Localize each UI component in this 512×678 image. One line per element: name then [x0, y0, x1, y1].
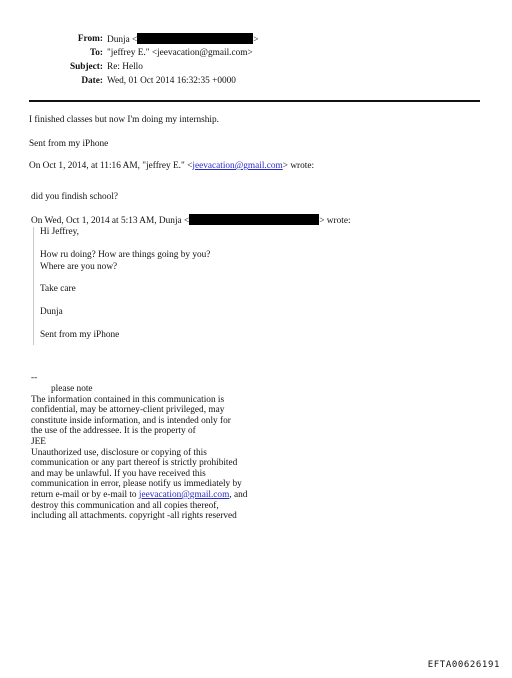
- email-line-suffix: , and: [229, 489, 248, 500]
- please-note: please note: [51, 384, 93, 394]
- reply1-text: did you findish school?: [31, 192, 119, 202]
- redaction-bar: [137, 33, 253, 44]
- from-name: Dunja <: [107, 35, 138, 45]
- disclaimer-line: JEE: [31, 436, 46, 447]
- subject-value: Re: Hello: [107, 62, 143, 72]
- reply1-email-link[interactable]: jeevacation@gmail.com: [192, 161, 283, 171]
- disclaimer-line: communication or any part thereof is strictly prohibited: [31, 458, 238, 469]
- disclaimer-line: including all attachments. copyright -all rights reserved: [31, 511, 237, 522]
- footer-email-link[interactable]: jeevacation@gmail.com: [138, 489, 230, 500]
- disclaimer-line: confidential, may be attorney-client privileged, may: [31, 405, 225, 416]
- header-to-row: [0, 47, 480, 59]
- reply2-suffix: > wrote:: [319, 216, 351, 226]
- disclaimer-line: constitute inside information, and is intended only for: [31, 415, 231, 426]
- disclaimer-line: the use of the addressee. It is the property of: [31, 426, 196, 437]
- reply-header-1: [29, 160, 314, 172]
- disclaimer-line: destroy this communication and all copies thereof,: [31, 500, 219, 511]
- disclaimer-line: Unauthorized use, disclosure or copying of this: [31, 447, 207, 458]
- quoted-closing: Take care: [40, 284, 76, 294]
- header-divider: [29, 100, 480, 102]
- reply1-prefix: On Oct 1, 2014, at 11:16 AM, "jeffrey E." <: [29, 161, 193, 171]
- from-tail: >: [253, 35, 259, 45]
- disclaimer-line: The information contained in this communication is: [31, 394, 225, 405]
- legal-disclaimer: [31, 384, 247, 522]
- quoted-greeting: Hi Jeffrey,: [40, 227, 79, 237]
- quoted-name: Dunja: [40, 307, 63, 317]
- quote-bar: [33, 227, 34, 345]
- quoted-question-2: Where are you now?: [40, 262, 118, 272]
- reply2-prefix: On Wed, Oct 1, 2014 at 5:13 AM, Dunja <: [31, 216, 190, 226]
- disclaimer-line: communication in error, please notify us immediately by: [31, 479, 242, 490]
- subject-label: Subject:: [69, 62, 103, 72]
- disclaimer-email-line: [31, 490, 247, 501]
- from-label: From:: [77, 34, 103, 44]
- reply1-suffix: > wrote:: [282, 161, 315, 171]
- redaction-bar-2: [189, 214, 319, 225]
- to-value: "jeffrey E." <jeevacation@gmail.com>: [107, 48, 253, 58]
- email-line-prefix: return e-mail or by e-mail to: [31, 489, 139, 500]
- body-sent-from: Sent from my iPhone: [29, 139, 109, 149]
- footer-dashes: --: [31, 373, 38, 383]
- date-value: Wed, 01 Oct 2014 16:32:35 +0000: [107, 76, 236, 86]
- from-value: [107, 33, 259, 46]
- body-line-1: I finished classes but now I'm doing my internship.: [29, 115, 219, 125]
- date-label: Date:: [81, 76, 103, 86]
- disclaimer-line: and may be unlawful. If you have received this: [31, 468, 206, 479]
- header-date-row: [0, 75, 480, 87]
- quoted-sent-from: Sent from my iPhone: [40, 330, 120, 340]
- header-subject-row: [0, 61, 480, 73]
- header-from-row: [0, 33, 480, 45]
- quoted-question-1: How ru doing? How are things going by you?: [40, 250, 211, 260]
- document-id-stamp: EFTA00626191: [427, 660, 500, 670]
- to-label: To:: [89, 48, 103, 58]
